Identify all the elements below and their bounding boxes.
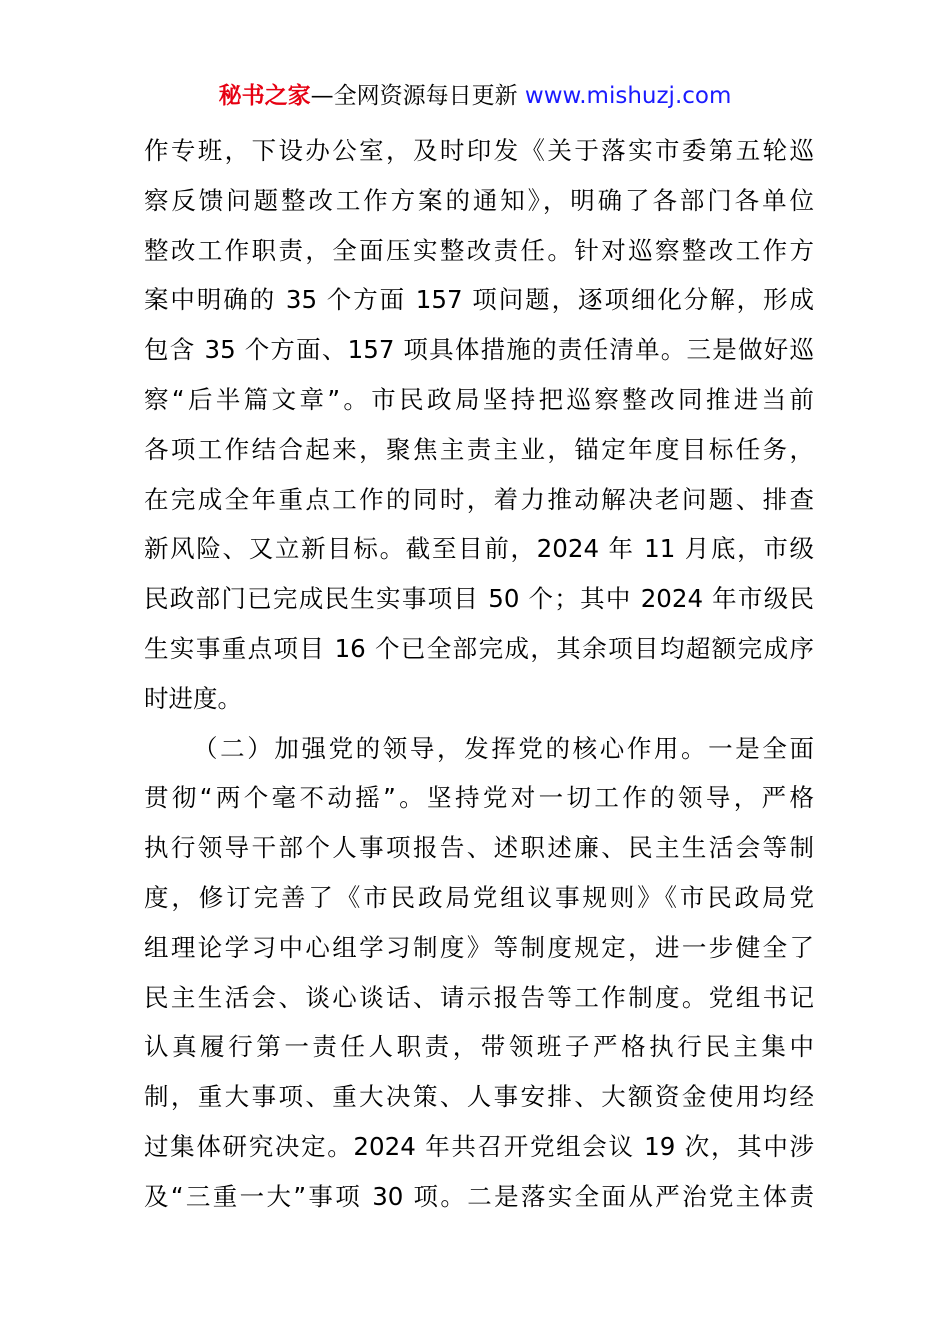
text-line: 民政部门已完成民生实事项目 50 个；其中 2024 年市级民 [144,584,814,614]
text-line: 察“后半篇文章”。市民政局坚持把巡察整改同推进当前 [144,384,814,414]
text-line: 过集体研究决定。2024 年共召开党组会议 19 次，其中涉 [144,1131,814,1161]
text-line: 新风险、又立新目标。截至目前，2024 年 11 月底，市级 [144,534,814,564]
text-line: 在完成全年重点工作的同时，着力推动解决老问题、排查 [144,484,814,514]
section-heading-line: （二）加强党的领导，发挥党的核心作用。一是全面 [193,733,814,763]
page-header [0,80,950,112]
brand-name: 秘书之家 [218,83,311,109]
text-line: 各项工作结合起来，聚焦主责主业，锚定年度目标任务， [144,434,814,464]
text-line: 及“三重一大”事项 30 项。二是落实全面从严治党主体责 [144,1181,814,1211]
text-line: 包含 35 个方面、157 项具体措施的责任清单。三是做好巡 [144,335,814,365]
text-line: 时进度。 [144,683,242,713]
text-line: 生实事重点项目 16 个已全部完成，其余项目均超额完成序 [144,633,814,663]
text-line: 察反馈问题整改工作方案的通知》，明确了各部门各单位 [144,185,814,215]
text-line: 认真履行第一责任人职责，带领班子严格执行民主集中 [144,1032,814,1062]
text-line: 贯彻“两个毫不动摇”。坚持党对一切工作的领导，严格 [144,783,814,813]
document-body [144,126,814,1222]
text-line: 民主生活会、谈心谈话、请示报告等工作制度。党组书记 [144,982,814,1012]
text-line: 执行领导干部个人事项报告、述职述廉、民主生活会等制 [144,833,814,863]
paragraph-1 [144,126,814,724]
text-line: 作专班，下设办公室，及时印发《关于落实市委第五轮巡 [144,136,814,165]
text-line: 制，重大事项、重大决策、人事安排、大额资金使用均经 [144,1082,814,1112]
header-tagline: —全网资源每日更新 [310,83,525,109]
paragraph-2 [144,724,814,1222]
text-line: 整改工作职责，全面压实整改责任。针对巡察整改工作方 [144,235,814,265]
text-line: 组理论学习中心组学习制度》等制度规定，进一步健全了 [144,932,814,962]
site-url-link[interactable]: www.mishuzj.com [524,83,732,109]
text-line: 案中明确的 35 个方面 157 项问题，逐项细化分解，形成 [144,285,814,315]
text-line: 度，修订完善了《市民政局党组议事规则》《市民政局党 [144,882,814,912]
